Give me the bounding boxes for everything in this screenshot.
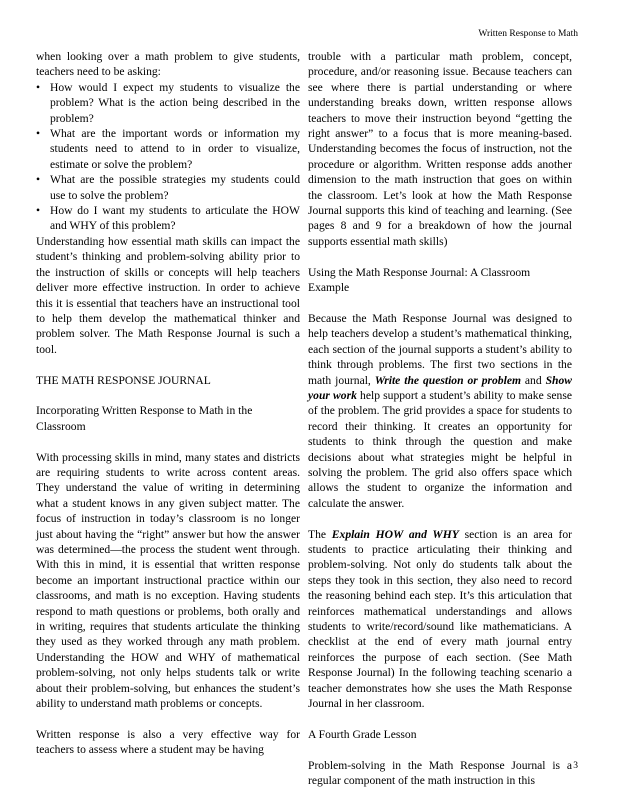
emphasis-explain-how-why: Explain HOW and WHY — [331, 527, 459, 541]
paragraph-processing: With processing skills in mind, many states and districts are requiring students to write across content areas. They understand the value of writing in determining what a student knows in any given subject matter. The focus of instruction in today’s classroom is no longer just about having the “right” answer but how the answer was determined—the process the student went through. With this in mind, it is essential that written response become an important instructional practice within our classrooms, and math is no exception. Having students respond to math questions or problems, both orally and in writing, requires that students articulate the thinking they used as they worked through any math problem. Understanding the HOW and WHY of mathematical problem-solving, not only helps students talk or write about their problem-solving, but enhances the student’s ability to understand math problems or concepts. — [36, 450, 300, 711]
question-item: • What are the possible strategies my students could use to solve the problem? — [50, 172, 300, 203]
intro-text: when looking over a math problem to give students, teachers need to be asking: — [36, 50, 300, 79]
paragraph-written-response: Written response is also a very effective way for teachers to assess where a student may be having — [36, 727, 300, 757]
question-list — [36, 80, 300, 234]
section-heading: THE MATH RESPONSE JOURNAL — [36, 373, 211, 387]
text-run: Because the Math Response Journal was designed to help teachers develop a student’s mathematical thinking, each section of the journal supports a student’s ability to think through problems. The first two sections in the math journal, — [308, 311, 572, 387]
text-run: section is an area for students to practice articulating their thinking and problem-solving. Not only do students talk about the steps they took in this section, they also need to record the reasoning behind each step. It’s this articulation that reinforces mathematical understandings and allows students to write/record/sound like mathematicians. A checklist at the end of every math journal entry reinforces the purpose of each section. (See Math Response Journal) In the following teaching scenario a teacher demonstrates how she uses the Math Response Journal in her classroom. — [308, 527, 572, 711]
right-column — [308, 49, 572, 788]
page-number: 3 — [573, 761, 578, 771]
running-head: Written Response to Math — [478, 29, 578, 39]
paragraph-problem-solving: Problem-solving in the Math Response Journal is a regular component of the math instruction in this — [308, 758, 572, 788]
left-column — [36, 49, 300, 758]
emphasis-write-question: Write the question or problem — [374, 373, 521, 387]
question-item: • How do I want my students to articulate the HOW and WHY of this problem? — [50, 203, 300, 234]
text-run: and — [520, 373, 546, 387]
text-run: help support a student’s ability to make sense of the problem. The grid provides a space for students to record their thinking. It creates an opportunity for students to think through the question and make decisions about what strategies might be helpful in solving the problem. The grid also offers space which allows the student to organize the information and calculate the answer. — [308, 388, 572, 510]
text-run: The — [308, 527, 332, 541]
question-item: • How would I expect my students to visualize the problem? What is the action being described in the problem? — [50, 80, 300, 126]
subsection-heading: A Fourth Grade Lesson — [308, 727, 417, 741]
paragraph-journal-sections — [308, 311, 572, 511]
paragraph-understanding: Understanding how essential math skills can impact the student’s thinking and problem-solving ability prior to the instruction of skills or concepts will help teachers deliver more effective instruction. In order to achieve this it is essential that teachers have an instructional tool to help them develop the mathematical thinker and problem solver. The Math Response Journal is such a tool. — [36, 234, 300, 356]
subsection-heading: Using the Math Response Journal: A Classroom Example — [308, 265, 531, 295]
emphasis-show-work: Show your work — [308, 373, 572, 402]
paragraph-explain-section — [308, 527, 572, 712]
question-item: • What are the important words or information my students need to attend to in order to visualize, estimate or solve the problem? — [50, 126, 300, 172]
subsection-heading: Incorporating Written Response to Math in the Classroom — [36, 404, 253, 433]
paragraph-continued: trouble with a particular math problem, concept, procedure, and/or reasoning issue. Because teachers can see where there is partial understanding or where understanding breaks down, written response allows teachers to move their instruction beyond “getting the right answer” to a focus that is more meaning-based. Understanding becomes the focus of instruction, not the procedure or algorithm. Written response adds another dimension to the math instruction that goes on within the classroom. Let’s look at how the Math Response Journal supports this kind of teaching and learning. (See pages 8 and 9 for a breakdown of how the journal supports essential math skills) — [308, 50, 572, 248]
